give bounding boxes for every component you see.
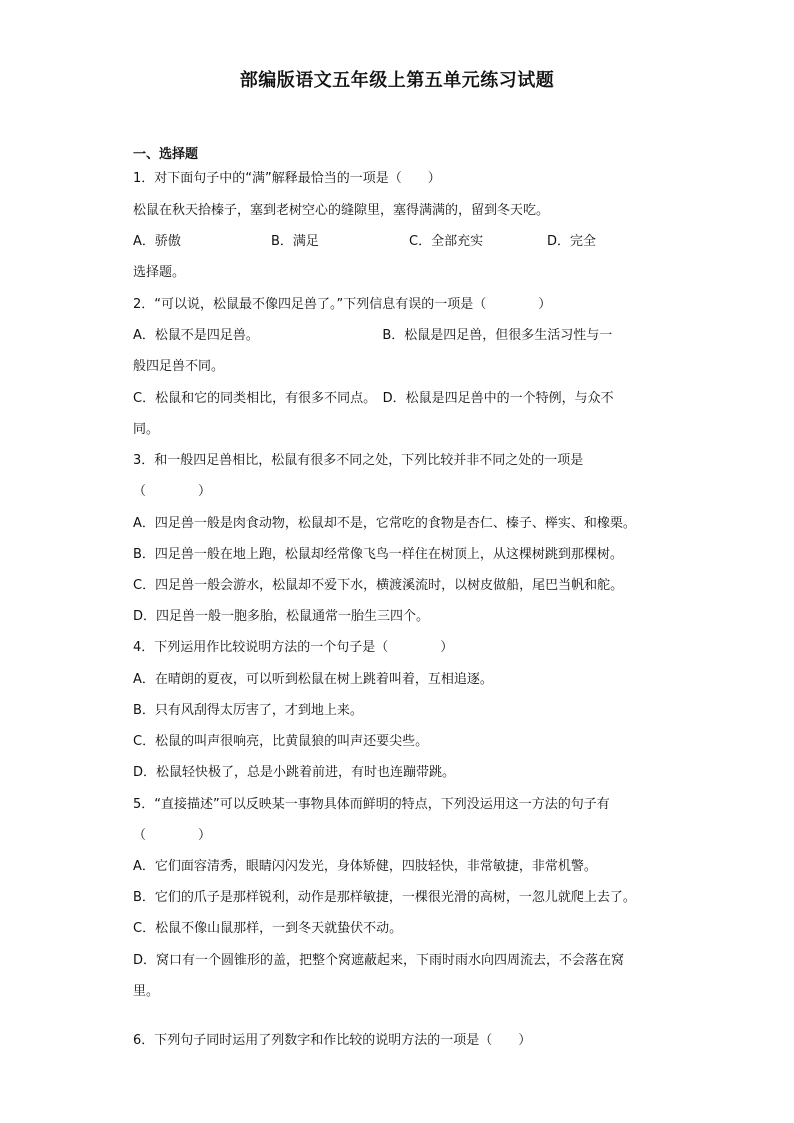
question-4-option-b: B．只有风刮得太厉害了，才到地上来。 [133,703,363,718]
question-2-stem: 2．“可以说，松鼠最不像四足兽了。”下列信息有误的一项是（ ） [133,297,552,312]
question-4-option-d: D．松鼠轻快极了，总是小跳着前进，有时也连蹦带跳。 [133,765,456,780]
question-2-option-line: 般四足兽不同。 [133,359,225,374]
option-a: A．骄傲 [133,234,181,249]
question-3-option-d: D．四足兽一般一胞多胎，松鼠通常一胎生三四个。 [133,609,430,624]
question-3-blank: （ ） [133,484,212,499]
question-1-stem: 1．对下面句子中的“满”解释最恰当的一项是（ ） [133,171,441,186]
question-5-option-d: D．窝口有一个圆锥形的盖，把整个窝遮蔽起来，下雨时雨水向四周流去，不会落在窝 [133,953,625,968]
question-5-option-c: C．松鼠不像山鼠那样，一到冬天就蛰伏不动。 [133,921,403,936]
question-5-option-a: A．它们面容清秀，眼睛闪闪发光，身体矫健，四肢轻快，非常敏捷，非常机警。 [133,859,597,874]
question-4-option-c: C．松鼠的叫声很响亮，比黄鼠狼的叫声还要尖些。 [133,734,429,749]
option-c: C．全部充实 [409,234,484,249]
question-3-option-b: B．四足兽一般在地上跑，松鼠却经常像飞鸟一样住在树顶上，从这棵树跳到那棵树。 [133,547,623,562]
question-6-stem: 6．下列句子同时运用了列数字和作比较的说明方法的一项是（ ） [133,1033,532,1048]
question-5-option-b: B．它们的爪子是那样锐利，动作是那样敏捷，一棵很光滑的高树，一忽儿就爬上去了。 [133,890,636,905]
question-2-option-line: C．松鼠和它的同类相比，有很多不同点。 D．松鼠是四足兽中的一个特例，与众不 [133,391,614,406]
document-title: 部编版语文五年级上第五单元练习试题 [239,70,555,91]
question-2-option-line: 同。 [133,422,160,437]
question-4-option-a: A．在晴朗的夏夜，可以听到松鼠在树上跳着叫着，互相追逐。 [133,672,493,687]
section-heading: 一、选择题 [133,147,199,162]
question-1-sentence: 松鼠在秋天拾榛子，塞到老树空心的缝隙里，塞得满满的，留到冬天吃。 [133,203,550,218]
question-3-option-c: C．四足兽一般会游水，松鼠却不爱下水，横渡溪流时，以树皮做船，尾巴当帆和舵。 [133,578,624,593]
question-1-options [133,233,673,251]
question-5-blank: （ ） [133,828,212,843]
question-5-option-d-cont: 里。 [133,984,160,999]
question-1-note: 选择题。 [133,265,186,280]
question-5-stem: 5．“直接描述”可以反映某一事物具体而鲜明的特点，下列没运用这一方法的句子有 [133,797,610,812]
question-4-stem: 4．下列运用作比较说明方法的一个句子是（ ） [133,640,454,655]
question-2-option-line: A．松鼠不是四足兽。 B．松鼠是四足兽，但很多生活习性与一 [133,328,613,343]
option-d: D．完全 [547,234,597,249]
question-3-option-a: A．四足兽一般是肉食动物，松鼠却不是，它常吃的食物是杏仁、榛子、榉实、和橡栗。 [133,516,636,531]
question-3-stem: 3．和一般四足兽相比，松鼠有很多不同之处，下列比较并非不同之处的一项是 [133,453,584,468]
option-b: B．满足 [271,234,319,249]
